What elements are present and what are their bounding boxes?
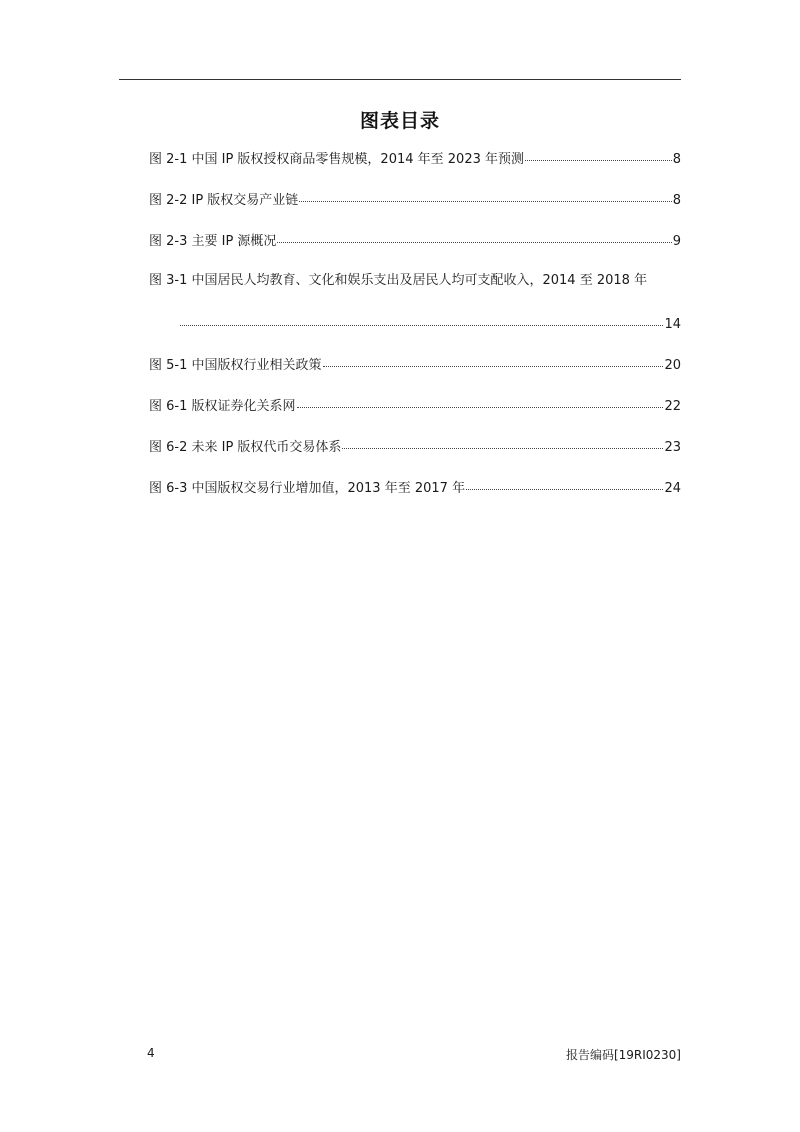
header-rule xyxy=(119,79,681,80)
toc-title: 图表目录 xyxy=(359,110,440,132)
toc-entry-page: 20 xyxy=(664,358,681,373)
dot-leader xyxy=(466,475,663,490)
toc-entry[interactable] xyxy=(149,436,681,456)
toc-entry-label: 图 5-1 中国版权行业相关政策 xyxy=(149,358,322,373)
toc-entry-label: 图 2-3 主要 IP 源概况 xyxy=(149,234,277,249)
toc-entry[interactable] xyxy=(149,354,681,374)
toc-entry-page: 23 xyxy=(664,440,681,455)
toc-entry-label: 图 2-1 中国 IP 版权授权商品零售规模，2014 年至 2023 年预测 xyxy=(149,152,525,167)
dot-leader xyxy=(323,352,664,367)
dot-leader xyxy=(297,393,664,408)
footer-page-number: 4 xyxy=(147,1046,155,1060)
toc-entry[interactable] xyxy=(149,189,681,209)
toc-entry-label: 图 6-3 中国版权交易行业增加值，2013 年至 2017 年 xyxy=(149,481,466,496)
toc-entry[interactable] xyxy=(149,148,681,168)
toc-entry[interactable] xyxy=(149,230,681,250)
dot-leader xyxy=(277,228,671,243)
toc-entry-page: 8 xyxy=(672,152,681,167)
toc-entry[interactable] xyxy=(149,395,681,415)
footer-report-code: 报告编码[19RI0230] xyxy=(565,1048,681,1062)
toc-entry-page: 8 xyxy=(672,193,681,208)
toc-list xyxy=(149,148,681,518)
toc-entry-label: 图 2-2 IP 版权交易产业链 xyxy=(149,193,299,208)
dot-leader xyxy=(525,146,672,161)
dot-leader xyxy=(342,434,663,449)
toc-entry-page: 24 xyxy=(664,481,681,496)
toc-entry-label-line xyxy=(149,271,681,291)
toc-entry-page: 22 xyxy=(664,399,681,414)
toc-entry-page: 9 xyxy=(672,234,681,249)
toc-entry-label: 图 6-1 版权证券化关系网 xyxy=(149,399,296,414)
toc-entry-label: 图 6-2 未来 IP 版权代币交易体系 xyxy=(149,440,342,455)
toc-entry[interactable] xyxy=(149,271,681,333)
toc-entry-leader-line xyxy=(149,313,681,333)
dot-leader xyxy=(299,187,671,202)
dot-leader xyxy=(180,311,663,326)
toc-entry-label: 图 3-1 中国居民人均教育、文化和娱乐支出及居民人均可支配收入，2014 至 2018 年 xyxy=(149,273,648,288)
toc-entry-page: 14 xyxy=(664,317,681,332)
toc-entry[interactable] xyxy=(149,477,681,497)
